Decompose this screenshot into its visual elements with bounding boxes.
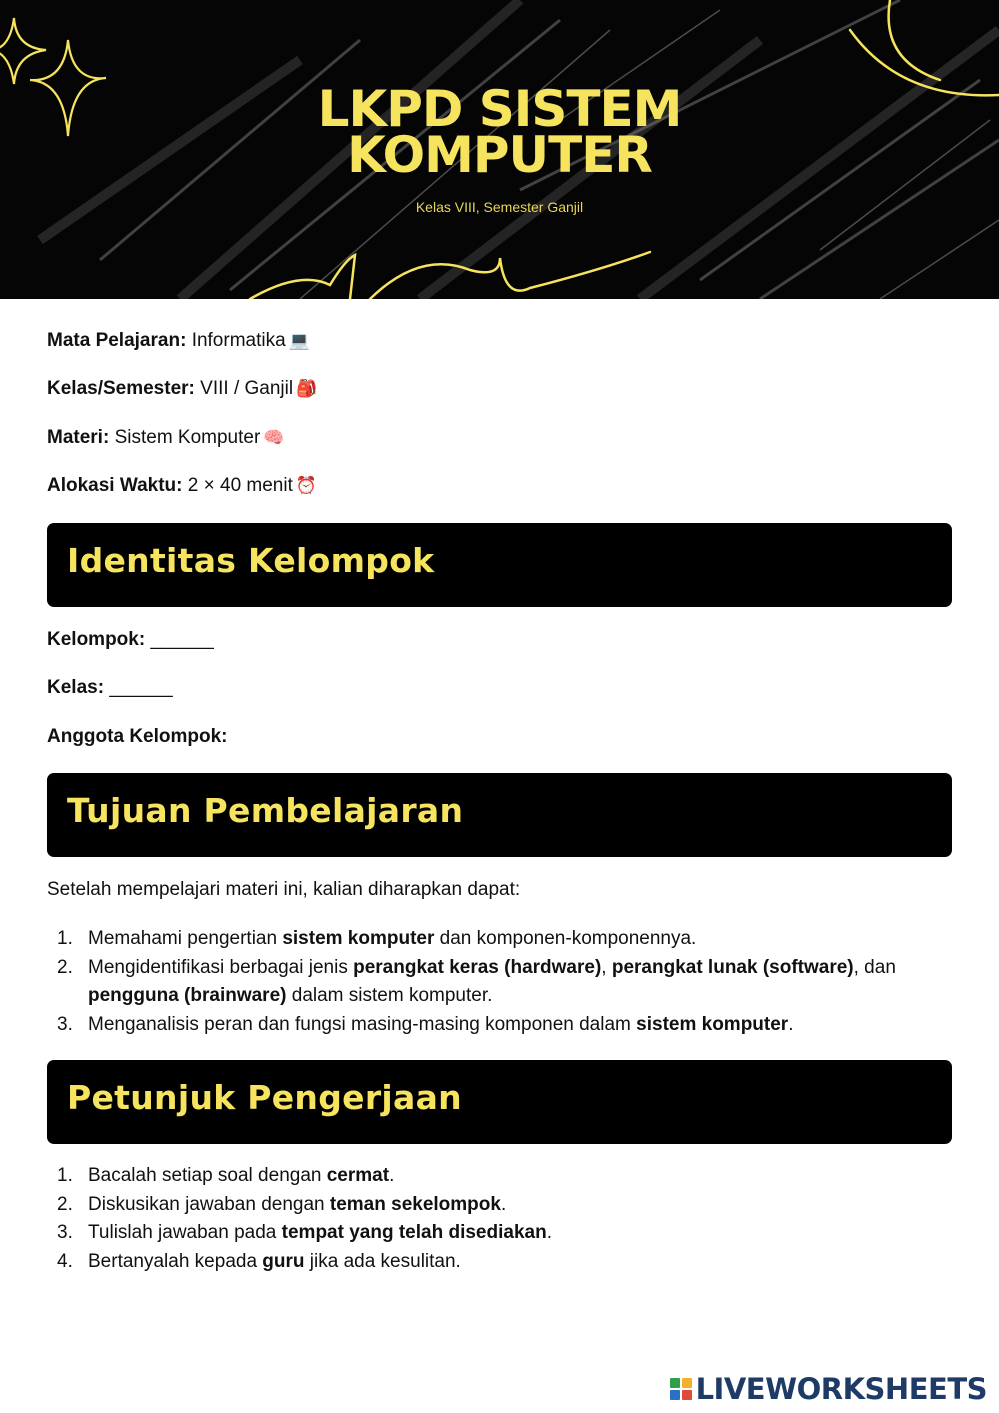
- item-text: Tulislah jawaban pada: [88, 1222, 282, 1243]
- backpack-icon: 🎒: [296, 379, 318, 399]
- section-header-petunjuk: [47, 1060, 952, 1144]
- item-bold: guru: [262, 1250, 305, 1272]
- liveworksheets-logo-icon: [670, 1378, 692, 1400]
- item-bold: teman sekelompok: [329, 1193, 501, 1215]
- item-text: ,: [601, 956, 612, 978]
- list-number: 1.: [57, 928, 73, 949]
- field-label: Kelas:: [47, 677, 105, 698]
- item-bold: pengguna (brainware): [88, 985, 287, 1006]
- meta-label: Kelas/Semester:: [47, 378, 195, 399]
- alarm-clock-icon: ⏰: [295, 476, 318, 496]
- title-line-1: LKPD SISTEM: [317, 80, 682, 138]
- list-item: [47, 1219, 953, 1248]
- page-title: [0, 80, 999, 184]
- list-item: [47, 1191, 953, 1220]
- section-header-tujuan: [47, 773, 952, 857]
- list-number: 3.: [57, 1013, 73, 1035]
- item-bold: sistem komputer: [282, 928, 435, 949]
- petunjuk-list: [47, 1162, 953, 1276]
- liveworksheets-logo[interactable]: [670, 1372, 987, 1406]
- item-text: Diskusikan jawaban dengan: [88, 1193, 330, 1215]
- list-number: 4.: [57, 1250, 73, 1272]
- meta-label: Alokasi Waktu:: [47, 475, 183, 496]
- field-blank[interactable]: ______: [109, 677, 173, 698]
- item-bold: tempat yang telah disediakan: [281, 1222, 547, 1243]
- item-bold: cermat: [326, 1165, 390, 1186]
- section-title: Identitas Kelompok: [67, 541, 435, 580]
- meta-materi: [47, 427, 284, 449]
- brain-icon: 🧠: [263, 428, 285, 448]
- list-item: [47, 1248, 953, 1277]
- section-header-identitas: [47, 523, 952, 607]
- meta-alokasi-waktu: [47, 475, 317, 497]
- field-kelas: [47, 677, 173, 699]
- list-number: 3.: [57, 1222, 73, 1243]
- item-text: , dan: [853, 956, 896, 978]
- item-bold: perangkat keras (hardware): [353, 956, 602, 978]
- item-bold: sistem komputer: [636, 1013, 789, 1035]
- header-banner: [0, 0, 999, 299]
- list-item: [47, 1162, 953, 1191]
- field-label: Kelompok:: [47, 629, 146, 650]
- meta-value: Sistem Komputer: [114, 427, 261, 448]
- item-text: Bacalah setiap soal dengan: [88, 1165, 327, 1186]
- section-title: Petunjuk Pengerjaan: [67, 1078, 462, 1117]
- laptop-icon: 💻: [288, 331, 310, 351]
- tujuan-intro: Setelah mempelajari materi ini, kalian diharapkan dapat:: [47, 879, 521, 900]
- meta-value: VIII / Ganjil: [200, 378, 294, 399]
- item-text: Mengidentifikasi berbagai jenis: [88, 956, 354, 978]
- field-label: Anggota Kelompok:: [47, 726, 228, 747]
- meta-mata-pelajaran: [47, 330, 310, 352]
- item-text: .: [788, 1013, 794, 1035]
- field-kelompok: [47, 629, 214, 651]
- item-text: .: [546, 1222, 552, 1243]
- item-text: dan komponen-komponennya.: [434, 928, 697, 949]
- list-number: 1.: [57, 1165, 73, 1186]
- meta-label: Materi:: [47, 427, 110, 448]
- field-blank[interactable]: ______: [150, 629, 214, 650]
- item-text: Memahami pengertian: [88, 928, 283, 949]
- list-item: [47, 954, 953, 1011]
- item-text: .: [389, 1165, 395, 1186]
- brand-name: LIVEWORKSHEETS: [695, 1372, 987, 1406]
- page-subtitle: Kelas VIII, Semester Ganjil: [415, 199, 584, 215]
- list-item: [47, 1011, 953, 1040]
- meta-label: Mata Pelajaran:: [47, 330, 187, 351]
- title-line-2: KOMPUTER: [347, 126, 652, 184]
- list-number: 2.: [57, 1193, 73, 1215]
- list-item: [47, 925, 953, 954]
- tujuan-list: [47, 925, 953, 1039]
- meta-value: Informatika: [191, 330, 286, 351]
- item-text: jika ada kesulitan.: [304, 1250, 461, 1272]
- meta-value: 2 × 40 menit: [187, 475, 293, 496]
- list-number: 2.: [57, 956, 73, 978]
- item-text: .: [500, 1193, 507, 1215]
- item-text: Menganalisis peran dan fungsi masing-masing komponen dalam: [88, 1013, 637, 1035]
- item-bold: perangkat lunak (software): [611, 956, 854, 978]
- field-anggota-kelompok: [47, 726, 228, 748]
- meta-kelas-semester: [47, 378, 317, 400]
- item-text: dalam sistem komputer.: [286, 985, 493, 1006]
- item-text: Bertanyalah kepada: [88, 1250, 263, 1272]
- section-title: Tujuan Pembelajaran: [67, 791, 464, 830]
